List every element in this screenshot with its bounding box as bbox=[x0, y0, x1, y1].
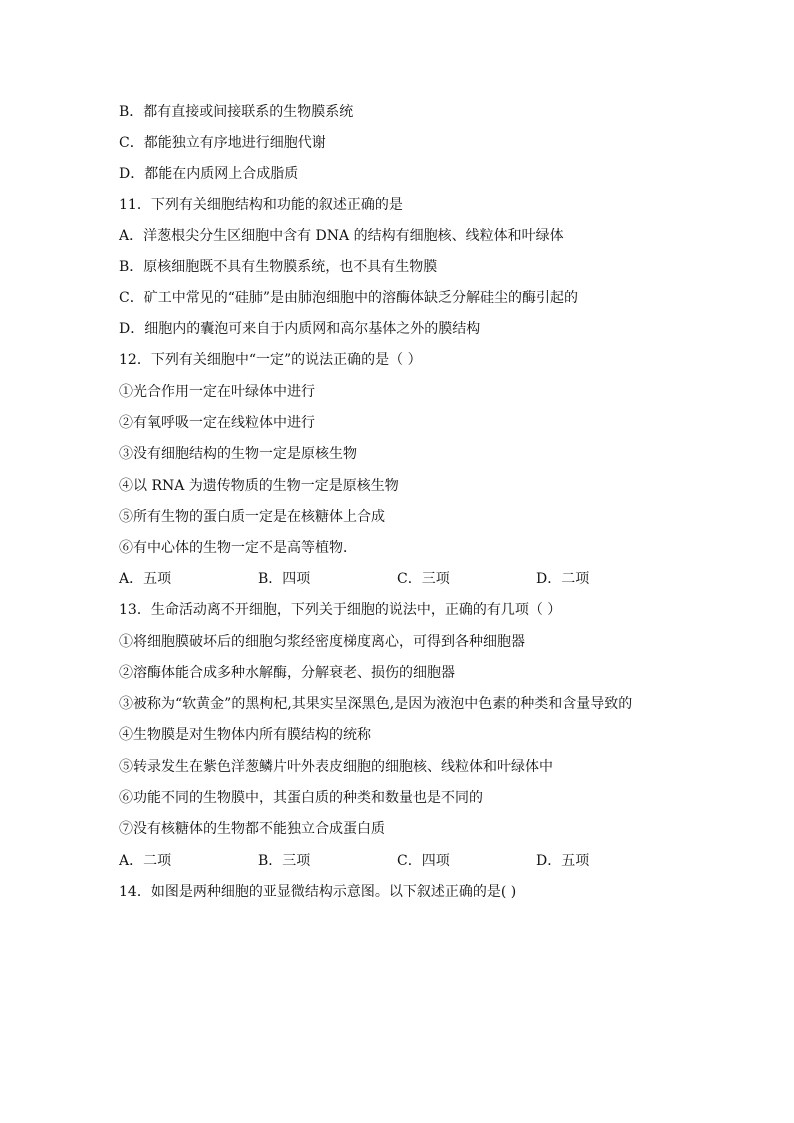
q14-stem: 14．如图是两种细胞的亚显微结构示意图。以下叙述正确的是( ) bbox=[119, 884, 517, 900]
q13-statement-6: ⑥功能不同的生物膜中，其蛋白质的种类和数量也是不同的 bbox=[119, 790, 483, 806]
q10-option-c: C．都能独立有序地进行细胞代谢 bbox=[119, 135, 326, 151]
q10-option-b: B．都有直接或间接联系的生物膜系统 bbox=[119, 104, 354, 120]
q12-statement-6: ⑥有中心体的生物一定不是高等植物． bbox=[119, 540, 357, 556]
q11-option-b: B．原核细胞既不具有生物膜系统，也不具有生物膜 bbox=[119, 259, 438, 275]
q11-option-c: C．矿工中常见的“硅肺”是由肺泡细胞中的溶酶体缺乏分解硅尘的酶引起的 bbox=[119, 290, 579, 306]
q13-statement-1: ①将细胞膜破坏后的细胞匀浆经密度梯度离心，可得到各种细胞器 bbox=[119, 634, 525, 650]
q13-statement-3: ③被称为“软黄金”的黑枸杞,其果实呈深黑色,是因为液泡中色素的种类和含量导致的 bbox=[119, 696, 633, 712]
q11-option-a: A．洋葱根尖分生区细胞中含有 DNA 的结构有细胞核、线粒体和叶绿体 bbox=[119, 228, 564, 244]
q13-statement-7: ⑦没有核糖体的生物都不能独立合成蛋白质 bbox=[119, 821, 385, 837]
q12-option-a: A．五项 bbox=[119, 571, 172, 587]
q12-options bbox=[119, 570, 679, 588]
q12-statement-1: ①光合作用一定在叶绿体中进行 bbox=[119, 384, 315, 400]
q12-statement-3: ③没有细胞结构的生物一定是原核生物 bbox=[119, 446, 357, 462]
q13-option-c: C．四项 bbox=[397, 853, 450, 869]
q10-option-d: D．都能在内质网上合成脂质 bbox=[119, 166, 299, 182]
q13-statement-2: ②溶酶体能合成多种水解酶，分解衰老、损伤的细胞器 bbox=[119, 665, 455, 681]
q13-options bbox=[119, 852, 679, 870]
q12-statement-4: ④以 RNA 为遗传物质的生物一定是原核生物 bbox=[119, 478, 399, 494]
q13-statement-4: ④生物膜是对生物体内所有膜结构的统称 bbox=[119, 727, 371, 743]
q13-stem: 13．生命活动离不开细胞，下列关于细胞的说法中，正确的有几项（ ） bbox=[119, 602, 562, 618]
q13-option-d: D．五项 bbox=[536, 853, 590, 869]
q12-statement-5: ⑤所有生物的蛋白质一定是在核糖体上合成 bbox=[119, 509, 385, 525]
q12-option-b: B．四项 bbox=[258, 571, 311, 587]
q12-stem: 12．下列有关细胞中“一定”的说法正确的是（ ） bbox=[119, 352, 422, 368]
q13-option-a: A．二项 bbox=[119, 853, 172, 869]
q11-option-d: D．细胞内的囊泡可来自于内质网和高尔基体之外的膜结构 bbox=[119, 321, 481, 337]
q13-option-b: B．三项 bbox=[258, 853, 311, 869]
q12-option-d: D．二项 bbox=[536, 571, 590, 587]
q12-statement-2: ②有氧呼吸一定在线粒体中进行 bbox=[119, 415, 315, 431]
q13-statement-5: ⑤转录发生在紫色洋葱鳞片叶外表皮细胞的细胞核、线粒体和叶绿体中 bbox=[119, 759, 553, 775]
q12-option-c: C．三项 bbox=[397, 571, 450, 587]
q11-stem: 11．下列有关细胞结构和功能的叙述正确的是 bbox=[119, 197, 403, 213]
